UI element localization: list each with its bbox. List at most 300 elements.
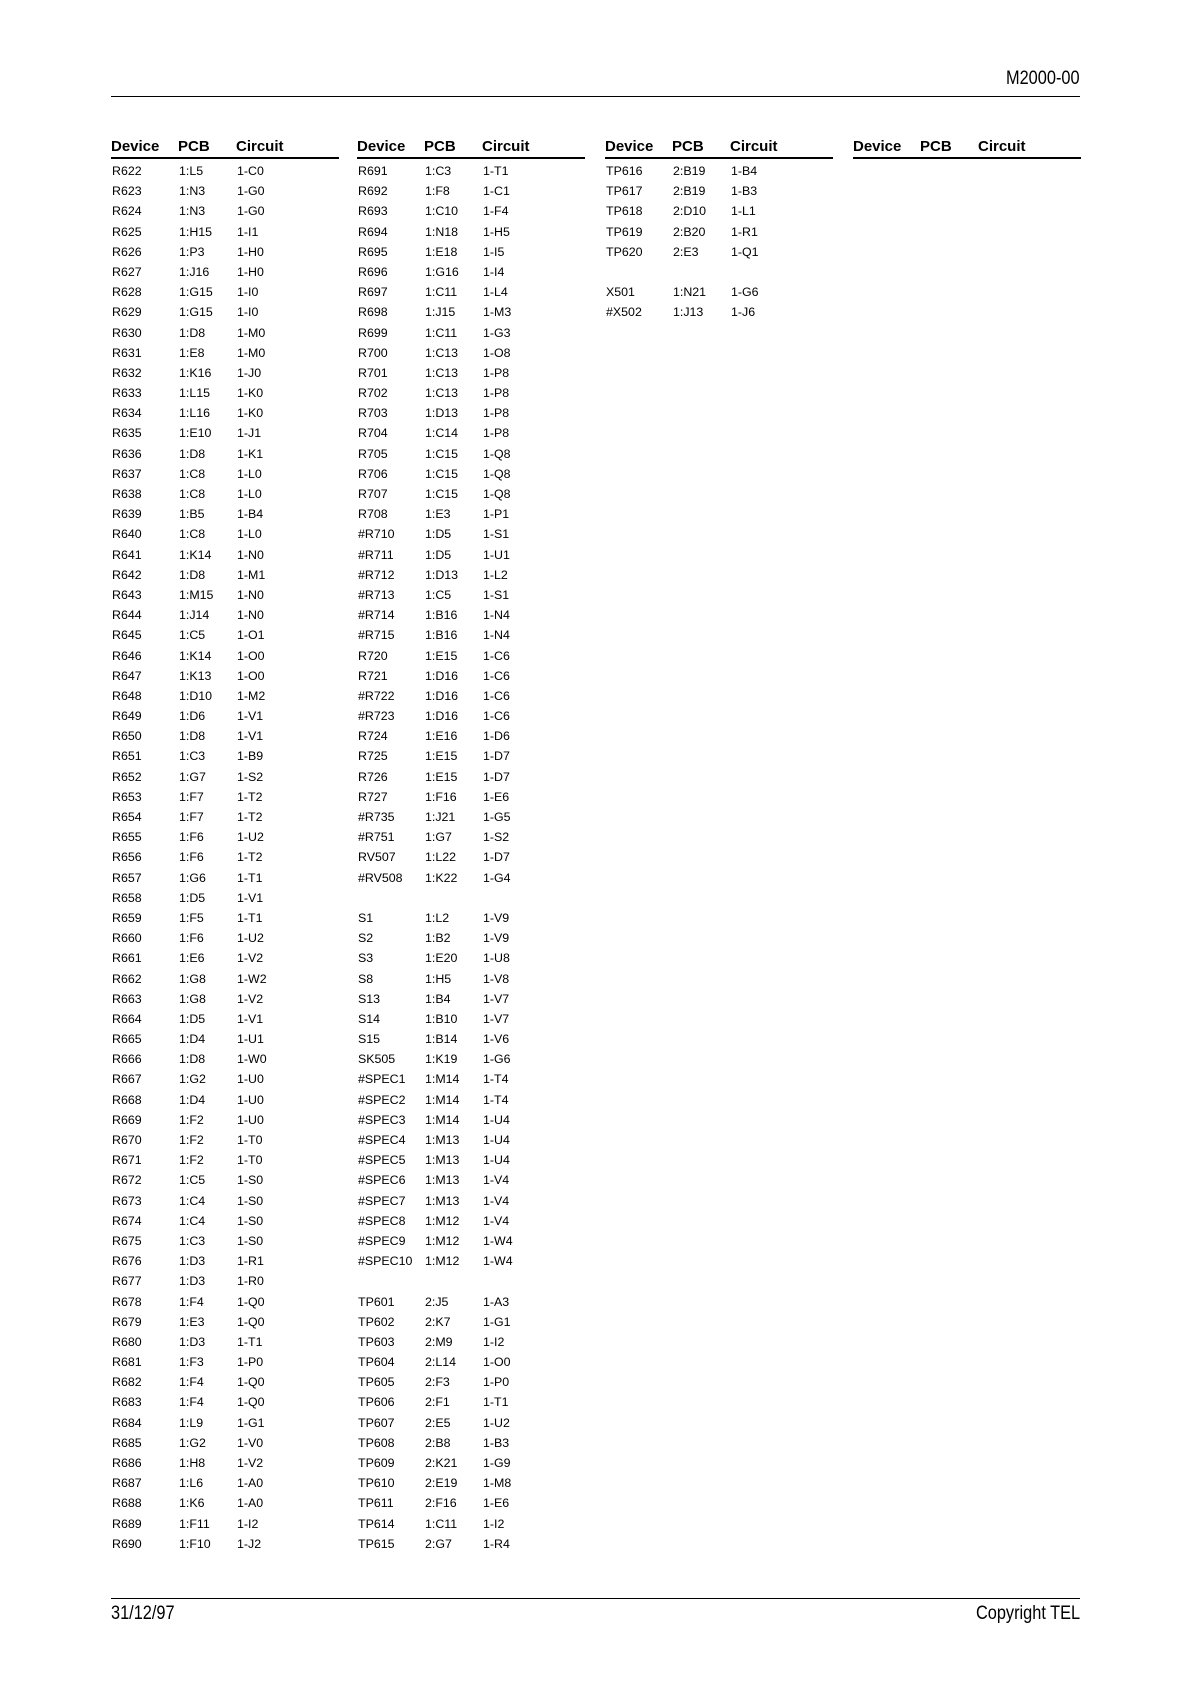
table-row	[111, 302, 339, 322]
cell-circuit: 1-I2	[237, 1516, 259, 1531]
cell-pcb: 1:C11	[425, 1516, 458, 1531]
cell-circuit: 1-V6	[483, 1032, 510, 1047]
cell-circuit: 1-M1	[237, 567, 266, 582]
table-row	[357, 1473, 585, 1493]
table-row	[111, 1251, 339, 1271]
table-row	[111, 1110, 339, 1130]
cell-circuit: 1-W4	[483, 1254, 513, 1269]
cell-circuit: 1-I0	[237, 305, 259, 320]
table-row	[111, 323, 339, 343]
cell-circuit: 1-C1	[483, 184, 510, 199]
header-rule	[111, 96, 1080, 97]
cell-circuit: 1-G5	[483, 810, 511, 824]
table-row	[111, 989, 339, 1009]
cell-device: R666	[112, 1052, 142, 1067]
cell-device: #R712	[358, 567, 395, 582]
cell-device: #R735	[358, 810, 395, 824]
cell-circuit: 1-R1	[731, 224, 758, 239]
cell-device: R651	[112, 749, 142, 764]
cell-circuit: 1-V4	[483, 1193, 510, 1208]
table-row	[111, 262, 339, 282]
cell-circuit: 1-R0	[237, 1274, 264, 1289]
cell-circuit: 1-S0	[237, 1193, 264, 1208]
cell-device: R701	[358, 365, 388, 380]
cell-pcb: 1:N3	[179, 204, 206, 219]
cell-pcb: 1:C3	[425, 164, 452, 178]
table-row	[111, 444, 339, 464]
cell-device: R652	[112, 769, 142, 784]
cell-pcb	[425, 888, 483, 908]
table-row	[357, 1029, 585, 1049]
cell-circuit: 1-K0	[237, 406, 264, 421]
table-column	[357, 137, 585, 1554]
cell-device: S14	[358, 1011, 381, 1026]
cell-device: R684	[112, 1415, 142, 1430]
cell-pcb: 1:C8	[179, 487, 206, 501]
table-row	[111, 1534, 339, 1554]
cell-pcb: 1:K6	[179, 1496, 205, 1511]
cell-circuit: 1-U4	[483, 1133, 510, 1147]
cell-circuit: 1-C6	[483, 688, 510, 703]
cell-circuit: 1-E6	[483, 789, 510, 804]
table-row	[111, 928, 339, 948]
cell-device: TP604	[358, 1355, 395, 1370]
table-row	[357, 524, 585, 544]
cell-pcb: 1:L2	[425, 910, 450, 925]
cell-device: TP617	[606, 184, 643, 199]
cell-device: R706	[358, 466, 388, 481]
cell-circuit: 1-U4	[483, 1112, 510, 1127]
cell-pcb: 1:K22	[425, 870, 458, 885]
cell-pcb: 1:C5	[179, 1173, 206, 1188]
cell-device: #SPEC4	[358, 1133, 406, 1147]
cell-circuit: 1-V1	[237, 890, 264, 905]
cell-pcb: 1:D10	[179, 688, 213, 703]
cell-circuit: 1-K0	[237, 386, 264, 401]
cell-device: R632	[112, 365, 142, 380]
cell-circuit: 1-G1	[483, 1314, 511, 1329]
cell-device: TP605	[358, 1375, 395, 1390]
cell-device: R664	[112, 1011, 142, 1026]
cell-pcb: 1:C11	[425, 325, 458, 340]
cell-circuit: 1-L1	[731, 204, 756, 219]
cell-circuit: 1-O0	[237, 648, 265, 663]
table-row	[111, 646, 339, 666]
header-circuit: Circuit	[482, 138, 530, 155]
table-row	[357, 969, 585, 989]
cell-circuit: 1-S2	[237, 769, 264, 784]
cell-device: R690	[112, 1536, 142, 1551]
cell-pcb: 1:F10	[179, 1536, 211, 1551]
cell-circuit: 1-L4	[483, 285, 508, 300]
table-row	[357, 444, 585, 464]
cell-circuit: 1-T1	[483, 164, 509, 178]
cell-device: S1	[358, 910, 374, 925]
cell-pcb: 1:B2	[425, 931, 451, 946]
table-row	[357, 282, 585, 302]
cell-pcb: 1:D6	[179, 709, 206, 724]
cell-device: R686	[112, 1456, 142, 1470]
cell-circuit: 1-U0	[237, 1072, 264, 1087]
cell-device: #SPEC1	[358, 1072, 406, 1087]
cell-pcb: 1:B4	[425, 991, 451, 1006]
cell-pcb: 1:C13	[425, 365, 459, 380]
table-row	[357, 847, 585, 867]
cell-pcb: 1:H8	[179, 1456, 206, 1470]
cell-device: R623	[112, 184, 142, 199]
table-row	[357, 343, 585, 363]
cell-circuit	[483, 888, 585, 908]
cell-pcb: 1:G8	[179, 991, 206, 1006]
cell-pcb: 1:N3	[179, 184, 206, 199]
cell-device: TP618	[606, 204, 643, 219]
cell-pcb: 1:C10	[425, 204, 459, 219]
cell-device: R720	[358, 648, 388, 663]
cell-circuit: 1-M3	[483, 305, 512, 320]
cell-device: R637	[112, 466, 142, 481]
cell-device: R659	[112, 910, 142, 925]
header-circuit: Circuit	[730, 138, 778, 155]
table-row	[357, 484, 585, 504]
cell-device: R726	[358, 769, 388, 784]
table-row	[111, 1170, 339, 1190]
cell-circuit: 1-E6	[483, 1496, 510, 1511]
table-row	[111, 545, 339, 565]
cell-circuit: 1-V9	[483, 910, 510, 925]
cell-circuit: 1-V4	[483, 1213, 510, 1228]
cell-circuit: 1-I5	[483, 244, 505, 259]
cell-pcb: 1:F2	[179, 1112, 204, 1127]
cell-device: R697	[358, 285, 388, 300]
cell-pcb: 1:B16	[425, 628, 458, 643]
cell-pcb: 1:K14	[179, 547, 212, 562]
cell-pcb: 1:D16	[425, 688, 459, 703]
cell-device: R656	[112, 850, 142, 865]
cell-pcb: 1:M13	[425, 1133, 460, 1147]
cell-circuit: 1-U0	[237, 1092, 264, 1107]
cell-circuit: 1-D7	[483, 769, 510, 784]
table-row	[357, 868, 585, 888]
cell-device: R648	[112, 688, 142, 703]
cell-device: #R710	[358, 527, 395, 542]
cell-pcb: 1:D3	[179, 1274, 206, 1289]
cell-circuit: 1-T1	[237, 870, 263, 885]
cell-device: RV507	[358, 850, 396, 865]
cell-pcb: 1:D13	[425, 567, 459, 582]
cell-circuit: 1-N4	[483, 608, 510, 623]
cell-pcb: 1:N21	[673, 285, 707, 300]
table-row	[111, 181, 339, 201]
cell-pcb: 1:L16	[179, 406, 211, 421]
table-row	[111, 1150, 339, 1170]
table-row	[111, 1292, 339, 1312]
cell-circuit: 1-U1	[237, 1032, 264, 1047]
cell-device: R673	[112, 1193, 142, 1208]
cell-pcb: 1:K14	[179, 648, 212, 663]
cell-circuit: 1-V4	[483, 1173, 510, 1188]
cell-circuit: 1-P8	[483, 426, 510, 441]
cell-circuit: 1-J2	[237, 1536, 262, 1551]
cell-pcb: 1:G2	[179, 1072, 206, 1087]
cell-pcb: 1:L22	[425, 850, 457, 865]
table-row	[111, 282, 339, 302]
cell-circuit: 1-D6	[483, 729, 510, 744]
table-row	[357, 181, 585, 201]
table-row	[357, 888, 585, 908]
table-row	[111, 423, 339, 443]
cell-circuit: 1-G9	[483, 1456, 511, 1470]
cell-device: R633	[112, 386, 142, 401]
cell-pcb: 2:K21	[425, 1456, 458, 1470]
table-row	[111, 847, 339, 867]
cell-device: #R723	[358, 709, 395, 724]
cell-pcb: 1:L9	[179, 1415, 204, 1430]
table-row	[357, 1332, 585, 1352]
cell-pcb: 1:H15	[179, 224, 213, 239]
cell-pcb: 1:D8	[179, 325, 206, 340]
table-row	[357, 1271, 585, 1291]
cell-pcb: 1:M13	[425, 1193, 460, 1208]
header-device: Device	[853, 138, 902, 155]
cell-circuit: 1-V1	[237, 709, 264, 724]
cell-pcb: 1:F4	[179, 1294, 204, 1309]
cell-device: R704	[358, 426, 388, 441]
cell-circuit: 1-B3	[731, 184, 758, 199]
table-row	[111, 1493, 339, 1513]
cell-device: R625	[112, 224, 142, 239]
cell-device: R630	[112, 325, 142, 340]
cell-pcb: 1:M14	[425, 1092, 460, 1107]
cell-circuit: 1-Q8	[483, 446, 511, 461]
cell-pcb: 1:F2	[179, 1133, 204, 1147]
cell-device: R683	[112, 1395, 142, 1410]
table-row	[605, 302, 833, 322]
cell-circuit: 1-G4	[483, 870, 511, 885]
table-row	[111, 1433, 339, 1453]
cell-device: R628	[112, 285, 142, 300]
table-row	[357, 948, 585, 968]
cell-circuit: 1-V2	[237, 1456, 264, 1470]
cell-circuit: 1-R4	[483, 1536, 510, 1551]
cell-pcb: 1:C11	[425, 285, 458, 300]
cell-device: R679	[112, 1314, 142, 1329]
table-row	[357, 706, 585, 726]
cell-device: TP601	[358, 1294, 395, 1309]
cell-pcb: 1:E10	[179, 426, 212, 441]
table-row	[357, 1009, 585, 1029]
cell-pcb: 2:G7	[425, 1536, 452, 1551]
column-header	[853, 137, 1081, 159]
table-row	[111, 1453, 339, 1473]
cell-device: R670	[112, 1133, 142, 1147]
cell-circuit: 1-W4	[483, 1233, 513, 1248]
cell-device: R668	[112, 1092, 142, 1107]
cell-device: R685	[112, 1435, 142, 1450]
header-device: Device	[357, 138, 406, 155]
cell-pcb: 1:F3	[179, 1355, 204, 1370]
cell-circuit: 1-J0	[237, 365, 262, 380]
cell-pcb: 1:E3	[179, 1314, 205, 1329]
cell-pcb: 1:L15	[179, 386, 211, 401]
cell-device: R650	[112, 729, 142, 744]
table-row	[357, 1049, 585, 1069]
table-row	[111, 605, 339, 625]
table-row	[357, 1170, 585, 1190]
table-row	[357, 222, 585, 242]
cell-pcb	[673, 262, 731, 282]
cell-device: R681	[112, 1355, 142, 1370]
table-row	[357, 201, 585, 221]
cell-pcb: 1:J21	[425, 810, 456, 824]
cell-device: #R713	[358, 587, 395, 602]
cell-device: R641	[112, 547, 142, 562]
table-row	[111, 464, 339, 484]
cell-circuit: 1-A3	[483, 1294, 510, 1309]
cell-device: R680	[112, 1334, 142, 1349]
cell-device: R703	[358, 406, 388, 421]
cell-pcb: 1:C3	[179, 1233, 206, 1248]
cell-device: #R714	[358, 608, 395, 623]
cell-device: TP615	[358, 1536, 395, 1551]
cell-circuit: 1-J6	[731, 305, 756, 320]
cell-circuit	[483, 1271, 585, 1291]
cell-device: #SPEC2	[358, 1092, 406, 1107]
cell-pcb: 1:K16	[179, 365, 212, 380]
cell-device: R698	[358, 305, 388, 320]
table-row	[111, 868, 339, 888]
table-row	[357, 403, 585, 423]
cell-pcb: 1:D16	[425, 709, 459, 724]
cell-pcb: 2:E5	[425, 1415, 451, 1430]
cell-circuit: 1-T1	[237, 1334, 263, 1349]
header-pcb: PCB	[424, 138, 456, 155]
table-row	[357, 686, 585, 706]
table-row	[357, 363, 585, 383]
cell-device: R694	[358, 224, 388, 239]
table-row	[111, 1413, 339, 1433]
table-row	[357, 1372, 585, 1392]
cell-circuit: 1-P1	[483, 507, 510, 522]
cell-device: R645	[112, 628, 142, 643]
cell-device: R674	[112, 1213, 142, 1228]
cell-circuit: 1-G0	[237, 204, 265, 219]
cell-device: R638	[112, 487, 142, 501]
cell-device: #SPEC7	[358, 1193, 406, 1208]
cell-circuit: 1-P0	[237, 1355, 264, 1370]
cell-pcb: 1:J16	[179, 264, 210, 279]
table-row	[357, 787, 585, 807]
cell-circuit: 1-S0	[237, 1213, 264, 1228]
cell-pcb: 1:G15	[179, 305, 213, 320]
cell-pcb: 1:D4	[179, 1092, 206, 1107]
table-row	[357, 161, 585, 181]
cell-device: R705	[358, 446, 388, 461]
cell-device: S2	[358, 931, 374, 946]
cell-device: R660	[112, 931, 142, 946]
table-row	[111, 1009, 339, 1029]
cell-circuit: 1-I4	[483, 264, 505, 279]
cell-pcb: 1:M15	[179, 587, 214, 602]
cell-device: R667	[112, 1072, 142, 1087]
cell-device: R725	[358, 749, 388, 764]
table-row	[111, 1130, 339, 1150]
footer-date: 31/12/97	[111, 1603, 175, 1624]
cell-pcb: 1:D8	[179, 567, 206, 582]
cell-device	[357, 888, 425, 908]
cell-pcb: 1:C5	[425, 587, 452, 602]
cell-circuit: 1-V7	[483, 991, 510, 1006]
cell-pcb: 1:C15	[425, 487, 459, 501]
cell-circuit: 1-U8	[483, 951, 510, 966]
cell-pcb: 1:L5	[179, 164, 204, 178]
cell-pcb: 2:B20	[673, 224, 706, 239]
cell-pcb: 1:D16	[425, 668, 459, 683]
cell-device: TP607	[358, 1415, 395, 1430]
cell-circuit: 1-P0	[483, 1375, 510, 1390]
cell-circuit: 1-U2	[237, 931, 264, 946]
cell-pcb: 1:F11	[179, 1516, 210, 1531]
cell-circuit: 1-H0	[237, 264, 264, 279]
cell-circuit: 1-Q1	[731, 244, 759, 259]
table-row	[357, 1231, 585, 1251]
table-row	[111, 585, 339, 605]
cell-circuit: 1-D7	[483, 850, 510, 865]
table-row	[111, 343, 339, 363]
cell-pcb: 1:G15	[179, 285, 213, 300]
cell-device: TP608	[358, 1435, 395, 1450]
table-row	[111, 726, 339, 746]
cell-device: R643	[112, 587, 142, 602]
cell-device: R708	[358, 507, 388, 522]
cell-device: R682	[112, 1375, 142, 1390]
cell-pcb: 1:F8	[425, 184, 450, 199]
cell-pcb: 1:N18	[425, 224, 459, 239]
cell-circuit: 1-M2	[237, 688, 266, 703]
cell-device	[605, 262, 673, 282]
table-row	[111, 666, 339, 686]
table-row	[357, 423, 585, 443]
cell-pcb: 1:C4	[179, 1213, 206, 1228]
cell-device: R689	[112, 1516, 142, 1531]
table-row	[357, 625, 585, 645]
cell-circuit: 1-W0	[237, 1052, 267, 1067]
table-row	[357, 1312, 585, 1332]
cell-pcb: 1:F4	[179, 1375, 204, 1390]
table-row	[605, 242, 833, 262]
table-row	[111, 1392, 339, 1412]
cell-circuit: 1-N0	[237, 608, 264, 623]
cell-circuit: 1-B3	[483, 1435, 510, 1450]
cell-pcb: 1:E15	[425, 749, 458, 764]
table-row	[605, 282, 833, 302]
table-row	[357, 1191, 585, 1211]
cell-device: R724	[358, 729, 388, 744]
cell-device: R662	[112, 971, 142, 986]
cell-device: #R711	[358, 547, 394, 562]
cell-pcb: 1:F6	[179, 931, 204, 946]
cell-device: R672	[112, 1173, 142, 1188]
cell-circuit: 1-U1	[483, 547, 510, 562]
cell-device: #R722	[358, 688, 395, 703]
cell-pcb: 1:C8	[179, 527, 206, 542]
header-circuit: Circuit	[236, 138, 284, 155]
cell-pcb: 1:B10	[425, 1011, 458, 1026]
table-column	[111, 137, 339, 1554]
table-row	[111, 787, 339, 807]
cell-device: #RV508	[358, 870, 403, 885]
cell-circuit: 1-G1	[237, 1415, 265, 1430]
cell-pcb: 1:B16	[425, 608, 458, 623]
